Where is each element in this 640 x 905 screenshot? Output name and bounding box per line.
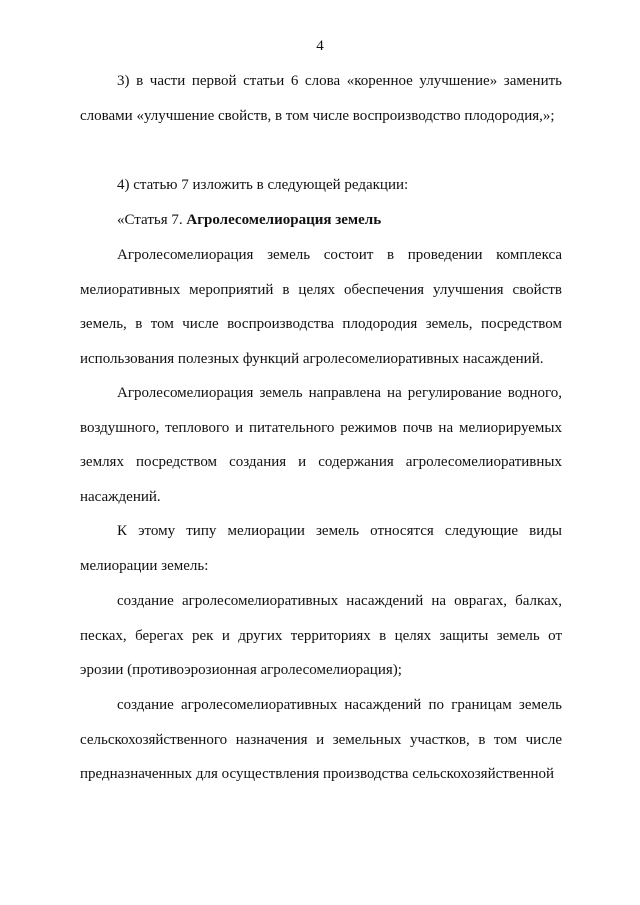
paragraph-types-intro: К этому типу мелиорации земель относятся следующие виды мелиорации земель:: [80, 523, 562, 574]
article-heading: [80, 203, 562, 238]
page-number: 4: [316, 38, 324, 54]
paragraph-purpose: Агролесомелиорация земель направлена на регулирование водного, воздушного, теплового и питательного режимов почв на мелиорируемых землях посредством создания и содержания агролесомелиоративных насаждений.: [80, 385, 562, 506]
paragraph-amendment-4: 4) статью 7 изложить в следующей редакции:: [117, 177, 409, 193]
article-prefix: «Статья 7.: [117, 212, 187, 228]
paragraph-amendment-3: 3) в части первой статьи 6 слова «коренное улучшение» заменить словами «улучшение свойств, в том числе воспроизводство плодородия,»;: [80, 73, 562, 124]
paragraph-type-erosion: создание агролесомелиоративных насаждений на оврагах, балках, песках, берегах рек и других территориях в целях защиты земель от эрозии (противоэрозионная агролесомелиорация);: [80, 593, 562, 679]
paragraph-type-borders: создание агролесомелиоративных насаждений по границам земель сельскохозяйственного назначения и земельных участков, в том числе предназначенных для осуществления производства сельскохозяйственной: [80, 697, 562, 783]
article-title: Агролесомелиорация земель: [186, 212, 382, 228]
paragraph-definition: Агролесомелиорация земель состоит в проведении комплекса мелиоративных мероприятий в целях обеспечения улучшения свойств земель, в том числе воспроизводства плодородия земель, посредством использования полезных функций агролесомелиоративных насаждений.: [80, 247, 562, 368]
